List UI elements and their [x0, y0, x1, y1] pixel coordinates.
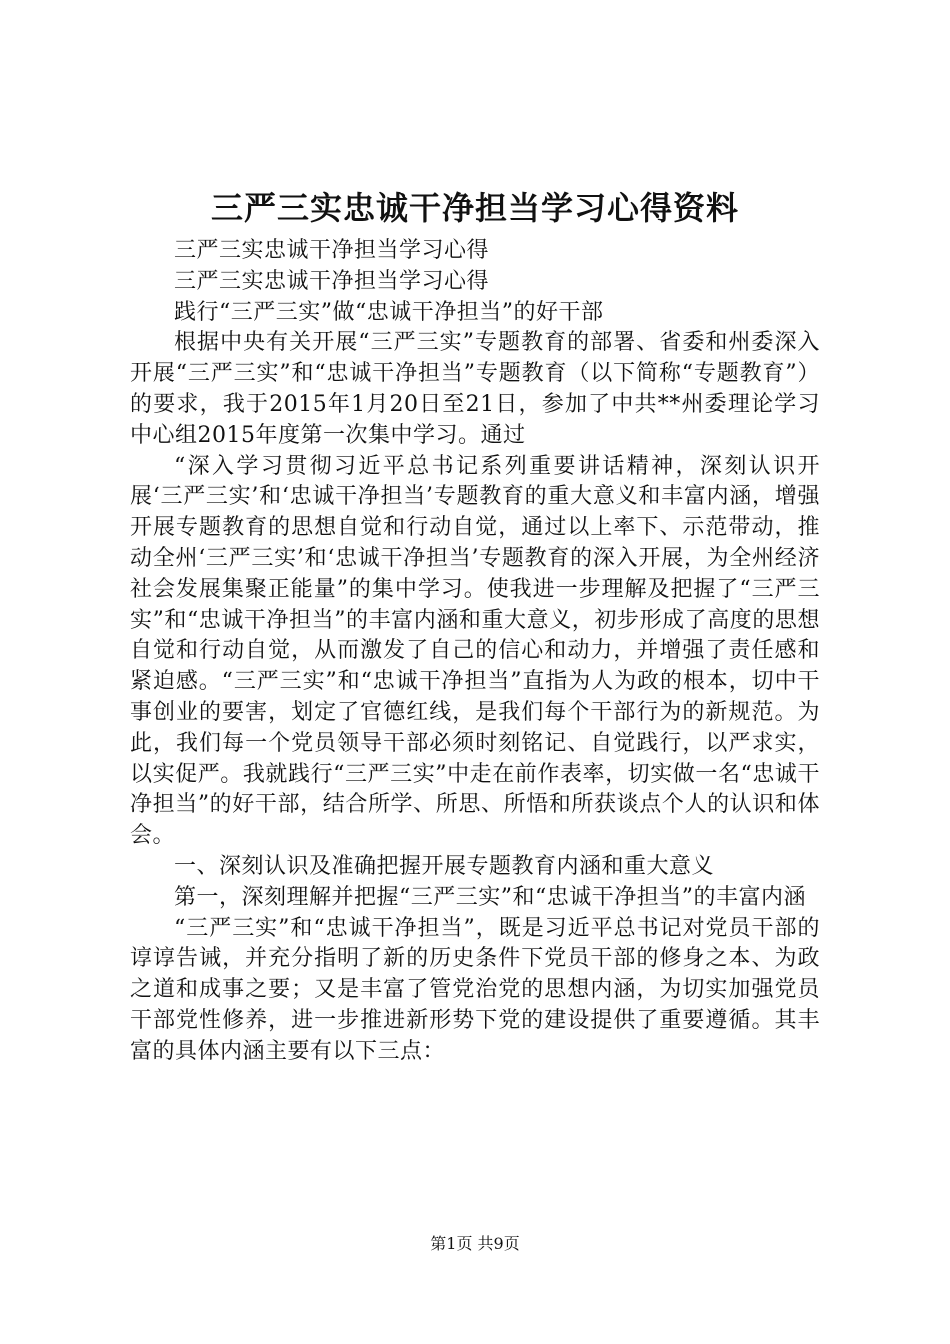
- page-number: 第1页 共9页: [430, 1234, 520, 1253]
- subtitle-line: 三严三实忠诚干净担当学习心得: [174, 268, 490, 294]
- subtitle-line: 践行“三严三实”做“忠诚干净担当”的好干部: [174, 299, 604, 325]
- subsection-heading: 第一，深刻理解并把握“三严三实”和“忠诚干净担当”的丰富内涵: [174, 884, 806, 910]
- section-heading: 一、深刻认识及准确把握开展专题教育内涵和重大意义: [174, 853, 715, 879]
- paragraph: “深入学习贯彻习近平总书记系列重要讲话精神，深刻认识开展‘三严三实’和‘忠诚干净担当’专题教育的重大意义和丰富内涵，增强开展专题教育的思想自觉和行动自觉，通过以上率下、示范带动，推动全州‘三严三实’和‘忠诚干净担当’专题教育的深入开展，为全州经济社会发展集聚正能量”的集中学习。使我进一步理解及把握了“三严三实”和“忠诚干净担当”的丰富内涵和重大意义，初步形成了高度的思想自觉和行动自觉，从而激发了自己的信心和动力，并增强了责任感和紧迫感。“三严三实”和“忠诚干净担当”直指为人为政的根本，切中干事创业的要害，划定了官德红线，是我们每个干部行为的新规范。为此，我们每一个党员领导干部必须时刻铭记、自觉践行，以严求实，以实促严。我就践行“三严三实”中走在前作表率，切实做一名“忠诚干净担当”的好干部，结合所学、所思、所悟和所获谈点个人的认识和体会。: [130, 453, 820, 849]
- subtitle-line: 三严三实忠诚干净担当学习心得: [174, 238, 490, 263]
- document-body: [130, 236, 820, 1068]
- paragraph: “三严三实”和“忠诚干净担当”，既是习近平总书记对党员干部的谆谆告诫，并充分指明了新的历史条件下党员干部的修身之本、为政之道和成事之要；又是丰富了管党治党的思想内涵，为切实加强党员干部党性修养，进一步推进新形势下党的建设提供了重要遵循。其丰富的具体内涵主要有以下三点：: [130, 915, 820, 1064]
- paragraph: 根据中央有关开展“三严三实”专题教育的部署、省委和州委深入开展“三严三实”和“忠诚干净担当”专题教育（以下简称“专题教育”）的要求，我于2015年1月20日至21日，参加了中共**州委理论学习中心组2015年度第一次集中学习。通过: [130, 330, 820, 448]
- page-title: 三严三实忠诚干净担当学习心得资料: [210, 189, 739, 227]
